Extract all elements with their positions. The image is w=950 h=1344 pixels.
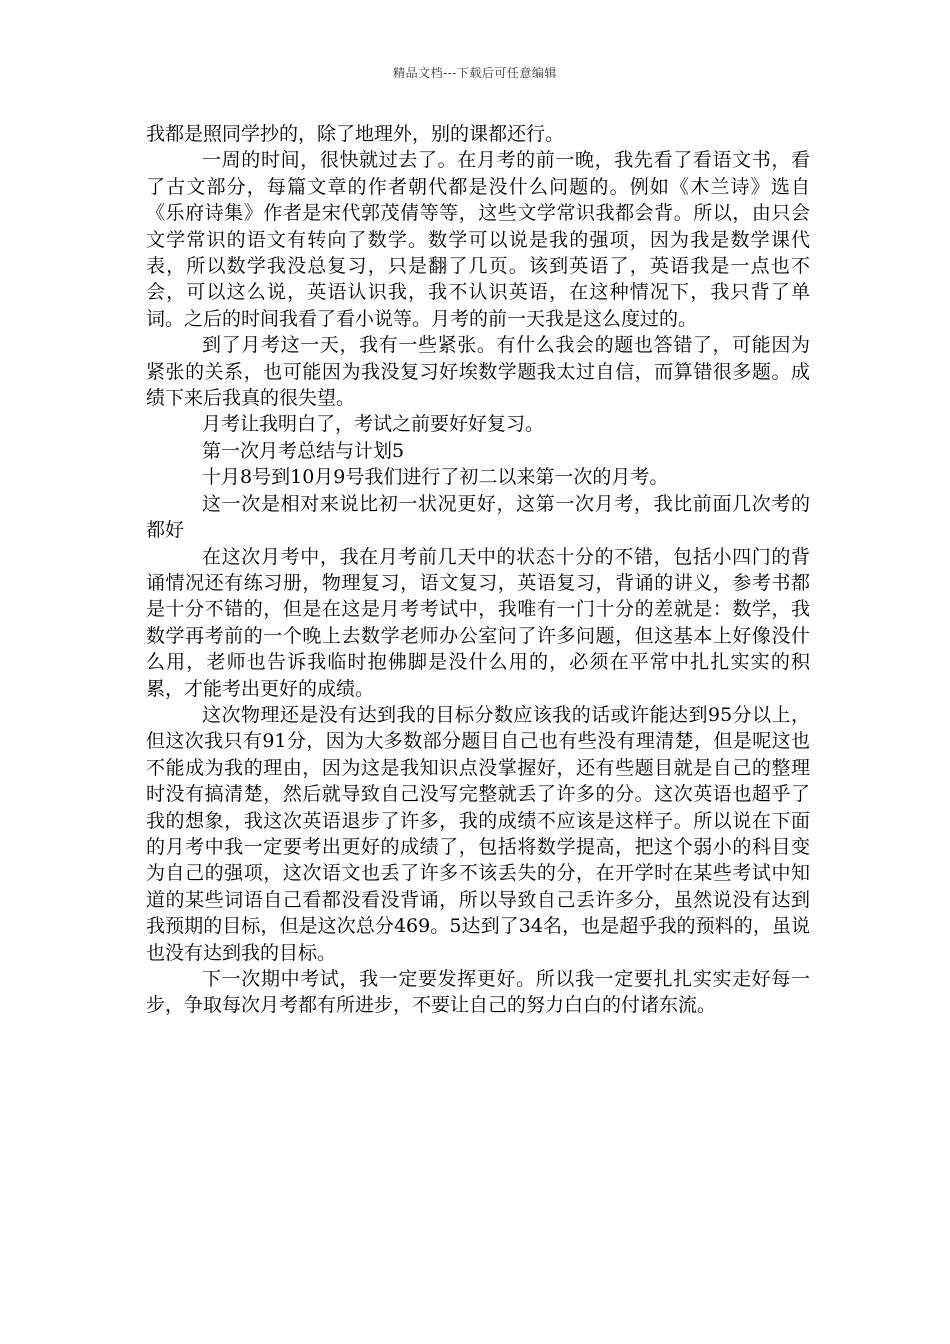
- document-body: [146, 121, 810, 1019]
- paragraph: 下一次期中考试，我一定要发挥更好。所以我一定要扎扎实实走好每一步，争取每次月考都有所进步，不要让自己的努力白白的付诸东流。: [146, 968, 810, 1017]
- paragraph: 一周的时间，很快就过去了。在月考的前一晚，我先看了看语文书，看了古文部分，每篇文章的作者朝代都是没什么问题的。例如《木兰诗》选自《乐府诗集》作者是宋代郭茂倩等等，这些文学常识我都会背。所以，由只会文学常识的语文有转向了数学。数学可以说是我的强项，因为我是数学课代表，所以数学我没总复习，只是翻了几页。该到英语了，英语我是一点也不会，可以这么说，英语认识我，我不认识英语，在这种情况下，我只背了单词。之后的时间我看了看小说等。月考的前一天我是这么度过的。: [146, 149, 810, 330]
- paragraph: 十月8号到10月9号我们进行了初二以来第一次的月考。: [202, 466, 669, 489]
- paragraph: 在这次月考中，我在月考前几天中的状态十分的不错，包括小四门的背诵情况还有练习册，物理复习，语文复习，英语复习，背诵的讲义，参考书都是十分不错的，但是在这是月考考试中，我唯有一门十分的差就是：数学，我数学再考前的一个晚上去数学老师办公室问了许多问题，但这基本上好像没什么用，老师也告诉我临时抱佛脚是没什么用的，必须在平常中扎扎实实的积累，才能考出更好的成绩。: [146, 545, 810, 700]
- paragraph: 我都是照同学抄的，除了地理外，别的课都还行。: [146, 123, 565, 145]
- page-header: 精品文档---下载后可任意编辑: [393, 66, 557, 80]
- paragraph: 到了月考这一天，我有一些紧张。有什么我会的题也答错了，可能因为紧张的关系，也可能因为我没复习好埃数学题我太过自信，而算错很多题。成绩下来后我真的很失望。: [146, 334, 810, 410]
- paragraph: 这次物理还是没有达到我的目标分数应该我的话或许能达到95分以上，但这次我只有91分，因为大多数部分题目自己也有些没有理清楚，但是呢这也不能成为我的理由，因为这是我知识点没掌握好，还有些题目就是自己的整理时没有搞清楚，然后就导致自己没写完整就丢了许多的分。这次英语也超乎了我的想象，我这次英语退步了许多，我的成绩不应该是这样子。所以说在下面的月考中我一定要考出更好的成绩了，包括将数学提高，把这个弱小的科目变为自己的强项，这次语文也丢了许多不该丢失的分，在开学时在某些考试中知道的某些词语自己看都没看没背诵，所以导致自己丢许多分，虽然说没有达到我预期的目标，但是这次总分469。5达到了34名，也是超乎我的预料的，虽说也没有达到我的目标。: [146, 703, 810, 964]
- paragraph: 这一次是相对来说比初一状况更好，这第一次月考，我比前面几次考的都好: [146, 492, 810, 542]
- section-title: 第一次月考总结与计划5: [202, 439, 405, 462]
- paragraph: 月考让我明白了，考试之前要好好复习。: [202, 413, 545, 436]
